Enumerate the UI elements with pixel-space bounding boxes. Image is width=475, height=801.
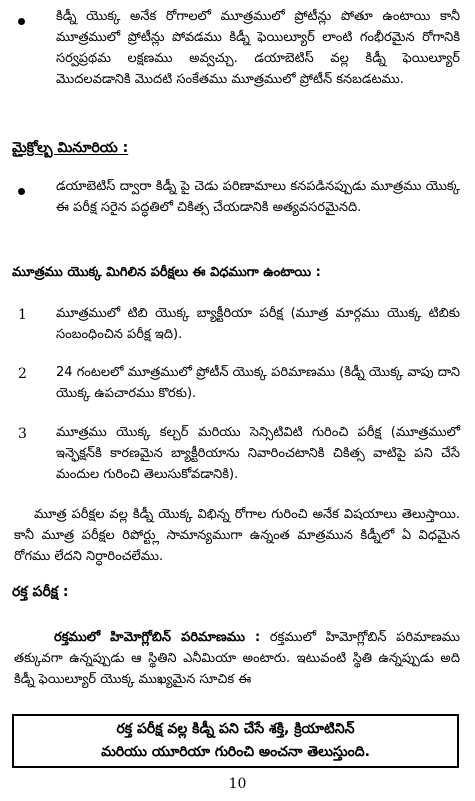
microalbuminuria-heading: మైక్రోల్బ మినూరియ : (12, 140, 129, 156)
bullet-point (18, 188, 25, 195)
test-number: 1 (18, 307, 27, 323)
test-number: 3 (18, 426, 27, 442)
hemoglobin-paragraph (14, 627, 460, 690)
bullet-point (18, 18, 25, 25)
other-tests-heading: మూత్రము యొక్క మిగిలిన పరీక్షలు ఈ విధముగా ఉంటాయి : (12, 265, 321, 280)
hemoglobin-text: రక్తములో హిమోగ్లోబిన్ పరిమాణము తక్కువగా ఉన్నప్పుడు ఆ స్థితిని ఎనీమియా అంటారు. ఇటువంటి స్థితి ఉన్నప్పుడు అది కిడ్నీ ఫెయిల్యూర్ యొక్క ముఖ్యమైన సూచిక ఈ (14, 630, 460, 687)
test-item-text: 24 గంటలలో మూత్రములో ప్రోటీన్ యొక్క పరిమాణము (కిడ్నీ యొక్క వాపు దాని యొక్క ఉపచారము కొరకు). (56, 365, 460, 401)
kidney-protein-paragraph: కిడ్నీ యొక్క అనేక రోగాలలో మూత్రములో ప్రోటీన్లు పోతూ ఉంటాయి కానీ మూత్రములో ప్రోటీన్లు పోవడము కిడ్నీ ఫెయిల్యూర్ లాంటి గంభీరమైన రోగానికి సర్వప్రథమ లక్షణము అవ్వచ్చు. డయాబెటిస్ వల్ల కిడ్నీ ఫెయిల్యూర్ మొదలవడానికి మొదటి సంకేతము మూత్రములో ప్రోటీన్ కనబడటము. (56, 9, 460, 87)
page-number: 10 (228, 776, 247, 792)
blood-test-heading: రక్త పరీక్ష : (12, 584, 69, 600)
box-line-2: మరియు యూరియా గురించి అంచనా తెలుస్తుంది. (101, 744, 370, 760)
test-item-text: మూత్రములో టిబి యొక్క బ్యాక్టీరియా పరీక్ష (మూత్ర మార్గము యొక్క టిబికు సంబంధించిన పరీక్ష ఇది). (56, 306, 460, 342)
box-line-1: రక్త పరీక్ష వల్ల కిడ్నీ పని చేసే శక్తి, క్రియాటినిన్ (116, 721, 355, 737)
test-item-text: మూత్రము యొక్క కల్చర్ మరియు సెన్సిటివిటి గురించి పరీక్ష (మూత్రములో ఇన్ఫెక్షన్‌కి కారణమైన బ్యాక్టీరియాను నివారించటానికి చికిత్స వాటిపై పని చేసే మందుల గురించి తెలుసుకోవడానికి). (56, 425, 460, 482)
test-number: 2 (18, 366, 27, 382)
blood-test-summary-box (12, 714, 459, 768)
hemoglobin-label: రక్తములో హిమోగ్లోబిన్ పరిమాణము : (54, 630, 261, 645)
urine-summary-paragraph: మూత్ర పరీక్షల వల్ల కిడ్నీ యొక్క విభిన్న రోగాల గురించి అనేక విషయాలు తెలుస్తాయి. కానీ మూత్ర పరీక్షల రిపోర్ట్లు సామాన్యముగా ఉన్నంత మాత్రమున కిడ్నీలో ఏ విధమైన రోగము లేదని నిర్ధారించలేము. (14, 507, 460, 564)
diabetes-paragraph: డయాబెటిస్ ద్వారా కిడ్నీ పై చెడు పరిణామాలు కనపడినప్పుడు మూత్రము యొక్క ఈ పరీక్ష సరైన పద్ధతిలో చికిత్స చేయడానికి అత్యవసరమైనది. (56, 179, 460, 215)
